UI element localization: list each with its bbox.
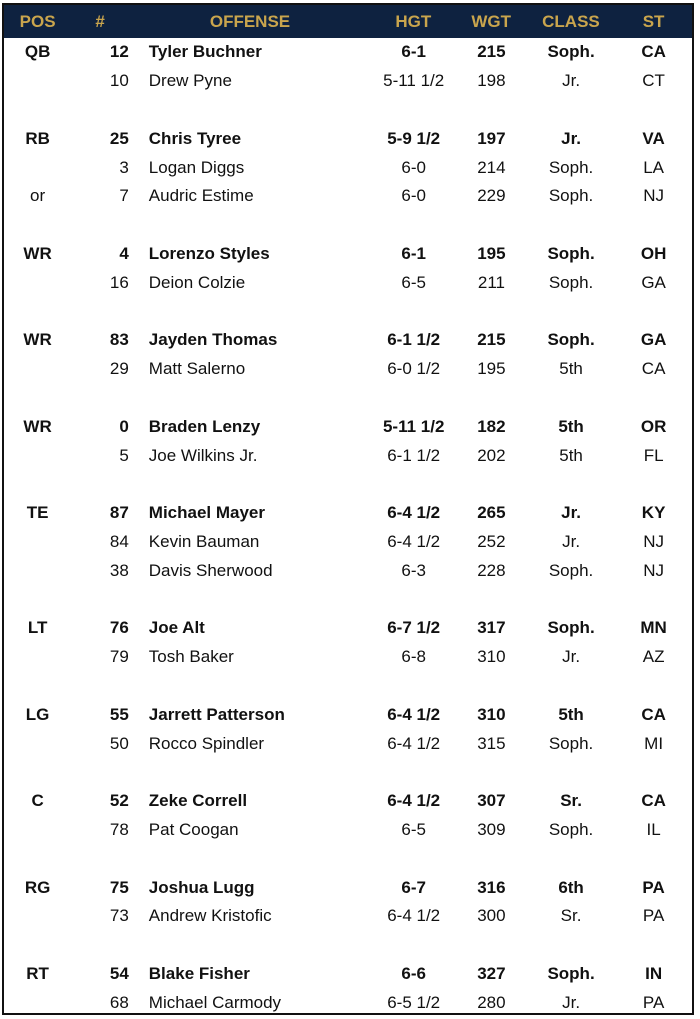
class-cell: Soph. (548, 186, 594, 206)
height-cell: 6-3 (401, 560, 426, 580)
class-cell: Jr. (562, 71, 581, 91)
player-name-cell: Davis Sherwood (148, 560, 273, 580)
class-cell: Soph. (548, 560, 594, 580)
state-cell: GA (640, 330, 667, 350)
jersey-number-cell: 83 (109, 330, 129, 350)
player-name-cell: Pat Coogan (148, 819, 239, 839)
height-cell: 6-1 1/2 (387, 330, 441, 350)
class-cell: Jr. (562, 531, 581, 551)
height-cell: 6-0 (401, 157, 426, 177)
jersey-number-cell: 5 (119, 445, 129, 465)
player-name-cell: Chris Tyree (148, 128, 242, 148)
height-cell: 6-7 1/2 (387, 618, 441, 638)
height-cell: 6-1 (401, 42, 426, 62)
state-cell: KY (641, 503, 666, 523)
player-name-cell: Joshua Lugg (148, 877, 255, 897)
class-cell: 5th (559, 445, 583, 465)
height-cell: 6-4 1/2 (387, 503, 441, 523)
state-cell: CA (641, 704, 666, 724)
position-cell: LT (27, 618, 48, 638)
backup-row (4, 988, 692, 1015)
starter-row (4, 614, 692, 643)
jersey-number-cell: 7 (119, 186, 129, 206)
position-cell: QB (24, 42, 51, 62)
row-spacer (4, 672, 692, 701)
class-cell: 5th (558, 416, 584, 436)
height-cell: 6-1 1/2 (387, 445, 441, 465)
player-name-cell: Michael Mayer (148, 503, 266, 523)
height-cell: 6-7 (401, 877, 426, 897)
weight-cell: 317 (477, 618, 506, 638)
row-spacer (4, 96, 692, 125)
player-name-cell: Audric Estime (148, 186, 254, 206)
height-cell: 6-0 1/2 (387, 359, 441, 379)
height-cell: 6-4 1/2 (387, 733, 441, 753)
jersey-number-cell: 68 (109, 992, 129, 1012)
state-cell: LA (643, 157, 664, 177)
player-name-cell: Zeke Correll (148, 791, 248, 811)
height-cell: 6-4 1/2 (387, 704, 441, 724)
row-spacer (4, 384, 692, 413)
table-header (4, 5, 692, 38)
height-cell: 6-8 (401, 647, 426, 667)
jersey-number-cell: 75 (109, 877, 129, 897)
weight-cell: 214 (477, 157, 506, 177)
backup-row (4, 528, 692, 557)
jersey-number-cell: 55 (109, 704, 129, 724)
position-cell: C (31, 791, 44, 811)
jersey-number-cell: 10 (109, 71, 129, 91)
player-name-cell: Drew Pyne (148, 71, 232, 91)
starter-row (4, 124, 692, 153)
jersey-number-cell: 38 (109, 560, 129, 580)
state-cell: NJ (643, 531, 664, 551)
state-cell: CA (641, 359, 666, 379)
header-class: CLASS (542, 11, 600, 31)
weight-cell: 316 (477, 877, 506, 897)
position-cell: WR (23, 330, 52, 350)
state-cell: IN (645, 963, 663, 983)
weight-cell: 202 (477, 445, 506, 465)
weight-cell: 198 (477, 71, 506, 91)
jersey-number-cell: 25 (109, 128, 129, 148)
class-cell: Soph. (548, 272, 594, 292)
player-name-cell: Blake Fisher (148, 963, 250, 983)
jersey-number-cell: 16 (109, 272, 129, 292)
class-cell: 5th (559, 359, 583, 379)
weight-cell: 228 (477, 560, 506, 580)
height-cell: 6-4 1/2 (387, 791, 441, 811)
weight-cell: 265 (477, 503, 506, 523)
height-cell: 6-0 (401, 186, 426, 206)
class-cell: Jr. (562, 647, 581, 667)
player-name-cell: Tosh Baker (148, 647, 234, 667)
weight-cell: 315 (477, 733, 506, 753)
weight-cell: 307 (477, 791, 506, 811)
position-cell: RT (26, 963, 49, 983)
height-cell: 6-4 1/2 (387, 531, 441, 551)
class-cell: Soph. (547, 330, 595, 350)
weight-cell: 195 (477, 243, 506, 263)
position-cell: WR (23, 416, 52, 436)
jersey-number-cell: 52 (109, 791, 129, 811)
height-cell: 6-5 (401, 272, 426, 292)
state-cell: MI (644, 733, 664, 753)
height-cell: 6-5 1/2 (387, 992, 441, 1012)
position-cell: RB (25, 128, 50, 148)
state-cell: CA (641, 791, 666, 811)
class-cell: Sr. (560, 791, 582, 811)
backup-row (4, 268, 692, 297)
starter-row (4, 412, 692, 441)
jersey-number-cell: 0 (119, 416, 129, 436)
player-name-cell: Jayden Thomas (148, 330, 278, 350)
height-cell: 5-11 1/2 (382, 416, 445, 436)
class-cell: Jr. (562, 992, 581, 1012)
depth-chart-table (2, 3, 694, 1015)
state-cell: VA (642, 128, 665, 148)
state-cell: PA (642, 992, 665, 1012)
backup-row (4, 643, 692, 672)
backup-row (4, 153, 692, 182)
weight-cell: 252 (477, 531, 506, 551)
starter-row (4, 787, 692, 816)
starter-row (4, 240, 692, 269)
state-cell: PA (642, 906, 665, 926)
player-name-cell: Deion Colzie (148, 272, 246, 292)
position-cell: TE (26, 503, 49, 523)
backup-row (4, 816, 692, 845)
class-cell: Sr. (560, 906, 582, 926)
weight-cell: 195 (477, 359, 506, 379)
row-spacer (4, 844, 692, 873)
row-spacer (4, 758, 692, 787)
position-cell: RG (24, 877, 51, 897)
state-cell: OR (640, 416, 667, 436)
height-cell: 6-6 (401, 963, 426, 983)
position-cell: LG (25, 704, 50, 724)
header-state: ST (642, 11, 665, 31)
row-spacer (4, 470, 692, 499)
starter-row (4, 873, 692, 902)
class-cell: Soph. (547, 963, 595, 983)
state-cell: MN (640, 618, 667, 638)
weight-cell: 309 (477, 819, 506, 839)
backup-row (4, 556, 692, 585)
class-cell: Jr. (561, 128, 581, 148)
class-cell: Soph. (548, 157, 594, 177)
state-cell: IL (646, 819, 661, 839)
state-cell: CA (641, 42, 666, 62)
backup-row (4, 355, 692, 384)
class-cell: Soph. (548, 819, 594, 839)
position-cell: or (30, 186, 46, 206)
state-cell: GA (641, 272, 666, 292)
weight-cell: 215 (477, 42, 506, 62)
jersey-number-cell: 29 (109, 359, 129, 379)
jersey-number-cell: 84 (109, 531, 129, 551)
starter-row (4, 700, 692, 729)
height-cell: 6-5 (401, 819, 426, 839)
backup-row (4, 902, 692, 931)
player-name-cell: Joe Wilkins Jr. (148, 445, 258, 465)
player-name-cell: Jarrett Patterson (148, 704, 285, 724)
starter-row (4, 499, 692, 528)
row-spacer (4, 297, 692, 326)
player-name-cell: Tyler Buchner (148, 42, 262, 62)
header-offense: OFFENSE (209, 11, 291, 31)
backup-row (4, 67, 692, 96)
weight-cell: 211 (477, 272, 505, 292)
backup-row (4, 441, 692, 470)
class-cell: Soph. (548, 733, 594, 753)
class-cell: 6th (558, 877, 584, 897)
header-number: # (95, 11, 105, 31)
state-cell: PA (642, 877, 665, 897)
backup-row (4, 729, 692, 758)
starter-row (4, 326, 692, 355)
jersey-number-cell: 87 (109, 503, 129, 523)
position-cell: WR (23, 243, 52, 263)
state-cell: CT (642, 71, 665, 91)
header-pos: POS (19, 11, 56, 31)
weight-cell: 182 (477, 416, 506, 436)
header-height: HGT (395, 11, 432, 31)
header-weight: WGT (471, 11, 511, 31)
row-spacer (4, 931, 692, 960)
state-cell: AZ (642, 647, 665, 667)
jersey-number-cell: 50 (109, 733, 129, 753)
player-name-cell: Rocco Spindler (148, 733, 265, 753)
jersey-number-cell: 76 (109, 618, 129, 638)
class-cell: 5th (558, 704, 584, 724)
player-name-cell: Michael Carmody (148, 992, 282, 1012)
jersey-number-cell: 3 (119, 157, 129, 177)
jersey-number-cell: 73 (109, 906, 129, 926)
weight-cell: 310 (477, 647, 506, 667)
starter-row (4, 38, 692, 67)
jersey-number-cell: 12 (109, 42, 129, 62)
height-cell: 6-4 1/2 (387, 906, 441, 926)
class-cell: Soph. (547, 243, 595, 263)
jersey-number-cell: 78 (109, 819, 129, 839)
starter-row (4, 960, 692, 989)
weight-cell: 310 (477, 704, 506, 724)
backup-row (4, 182, 692, 211)
player-name-cell: Logan Diggs (148, 157, 245, 177)
weight-cell: 300 (477, 906, 506, 926)
weight-cell: 280 (477, 992, 506, 1012)
table-body (4, 38, 692, 1015)
state-cell: OH (640, 243, 667, 263)
jersey-number-cell: 4 (119, 243, 129, 263)
player-name-cell: Joe Alt (148, 618, 205, 638)
player-name-cell: Braden Lenzy (148, 416, 261, 436)
player-name-cell: Matt Salerno (148, 359, 246, 379)
weight-cell: 215 (477, 330, 506, 350)
row-spacer (4, 585, 692, 614)
player-name-cell: Andrew Kristofic (148, 906, 272, 926)
player-name-cell: Lorenzo Styles (148, 243, 270, 263)
weight-cell: 327 (477, 963, 506, 983)
weight-cell: 229 (477, 186, 506, 206)
player-name-cell: Kevin Bauman (148, 531, 260, 551)
weight-cell: 197 (477, 128, 506, 148)
class-cell: Soph. (547, 618, 595, 638)
jersey-number-cell: 54 (109, 963, 129, 983)
state-cell: NJ (643, 560, 664, 580)
class-cell: Soph. (547, 42, 595, 62)
state-cell: FL (643, 445, 664, 465)
state-cell: NJ (643, 186, 664, 206)
height-cell: 5-9 1/2 (387, 128, 441, 148)
row-spacer (4, 211, 692, 240)
height-cell: 5-11 1/2 (383, 71, 445, 91)
class-cell: Jr. (561, 503, 581, 523)
jersey-number-cell: 79 (109, 647, 129, 667)
height-cell: 6-1 (401, 243, 426, 263)
